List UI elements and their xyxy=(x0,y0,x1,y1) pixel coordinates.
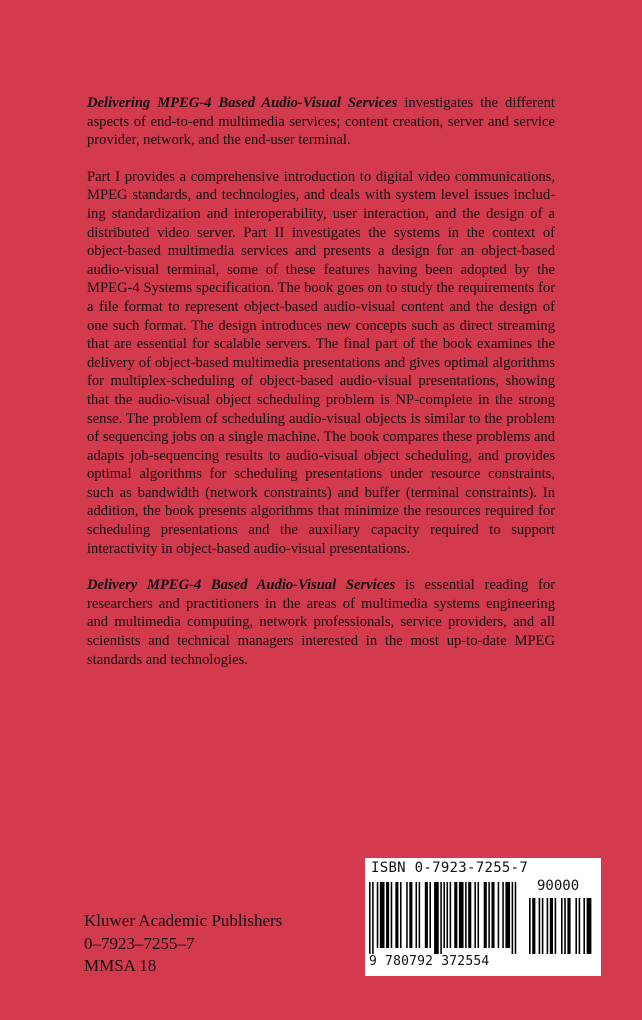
publisher-isbn: 0–7923–7255–7 xyxy=(84,933,195,953)
barcode-isbn-text: ISBN 0-7923-7255-7 xyxy=(371,860,529,876)
intro-paragraph xyxy=(87,94,555,150)
ean-barcode-icon xyxy=(369,882,525,954)
publisher-info xyxy=(84,910,282,978)
book-title-emphasis: Delivering MPEG-4 Based Audio-Visual Services xyxy=(87,95,398,111)
publisher-name: Kluwer Academic Publishers xyxy=(84,911,283,930)
back-cover-blurb xyxy=(87,94,555,687)
book-title-emphasis-2: Delivery MPEG-4 Based Audio-Visual Services xyxy=(87,577,396,594)
audience-paragraph xyxy=(87,576,555,669)
series-label: MMSA 18 xyxy=(84,956,157,975)
addon-digits: 90000 xyxy=(537,878,580,894)
ean-digits: 9 780792 372554 xyxy=(369,954,490,969)
barcode-label xyxy=(365,858,601,976)
addon-barcode-icon xyxy=(529,898,595,954)
intro-text: investigates the different aspects of end-to-end multimedia services; content creation, server and service provider, network, and the end-user terminal. xyxy=(87,95,555,149)
summary-paragraph: Part I provides a comprehensive introduction to digital video communications, MPEG standards, and technologies, and deals with system level issues including standardization and interoperability, user interaction, and the design of a distributed video server. Part II investigates the systems in the context of object-based multimedia services and presents a design for an object-based audio-visual terminal, some of these features having been adopted by the MPEG-4 Systems specification. The book goes on to study the requirements for a file format to represent object-based audio-visual content and the design of one such format. The design introduces new concepts such as direct streaming that are essential for scalable servers. The final part of the book examines the delivery of object-based multimedia presentations and gives optimal algorithms for multiplex-scheduling of object-based audio-visual presentations, showing that the audio-visual object scheduling problem is NP-complete in the strong sense. The problem of scheduling audio-visual objects is similar to the problem of sequencing jobs on a single machine. The book compares these problems and adapts job-sequencing results to audio-visual object scheduling, and provides optimal algorithms for scheduling presentations under resource constraints, such as bandwidth (network constraints) and buffer (terminal constraints). In addition, the book presents algorithms that minimize the resources required for scheduling presentations and the auxiliary capacity required to support interactivity in object-based audio-visual presentations. xyxy=(87,168,555,557)
audience-text: is essential reading for researchers and practitioners in the areas of multimedia systems engineering and multimedia computing, network professionals, service providers, and all scientists and technical managers interested in the most up-to-date MPEG standards and technologies. xyxy=(87,577,555,668)
